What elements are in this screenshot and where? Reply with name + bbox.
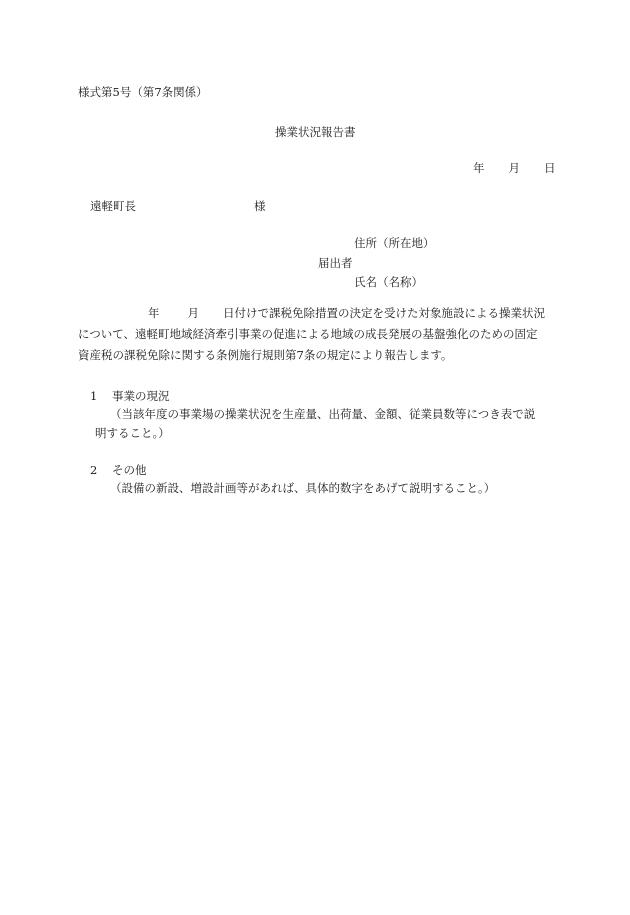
date-year: 年 (473, 161, 485, 175)
body-line-2: について、遠軽町地域経済牽引事業の促進による地域の成長発展の基盤強化のための固定 (78, 327, 538, 341)
section-2-heading (90, 462, 147, 478)
document-title: 操業状況報告書 (275, 125, 356, 139)
body-line-1 (78, 303, 553, 324)
submitter-label: 届出者 (318, 256, 353, 270)
section-1-note-line-1: （当該年度の事業場の操業状況を生産量、出荷量、金額、従業員数等につき表で説 (110, 407, 536, 421)
section-2-note-line-1: （設備の新設、増設計画等があれば、具体的数字をあげて説明すること。） (110, 481, 496, 495)
section-2-title: その他 (112, 463, 147, 477)
submitter-name-label: 氏名（名称） (354, 275, 423, 289)
body-month: 月 (187, 306, 199, 320)
submitter-address-label: 住所（所在地） (354, 236, 435, 250)
body-line-3: 資産税の課税免除に関する条例施行規則第7条の規定により報告します。 (78, 348, 453, 362)
section-1-title: 事業の現況 (112, 389, 170, 403)
addressee-honorific: 様 (254, 199, 266, 213)
body-line-1-text: 日付けで課税免除措置の決定を受けた対象施設による操業状況 (223, 306, 545, 320)
form-number: 様式第5号（第7条関係） (78, 85, 208, 99)
date-line (473, 160, 556, 176)
section-1-note-line-2: 明すること。） (95, 426, 170, 440)
report-body-paragraph (78, 303, 553, 366)
body-year: 年 (148, 306, 160, 320)
date-day: 日 (544, 161, 556, 175)
date-month: 月 (508, 161, 520, 175)
section-2-number: 2 (90, 463, 98, 477)
section-1-number: 1 (90, 389, 98, 403)
addressee-name: 遠軽町長 (90, 199, 136, 213)
section-1-heading (90, 388, 170, 404)
